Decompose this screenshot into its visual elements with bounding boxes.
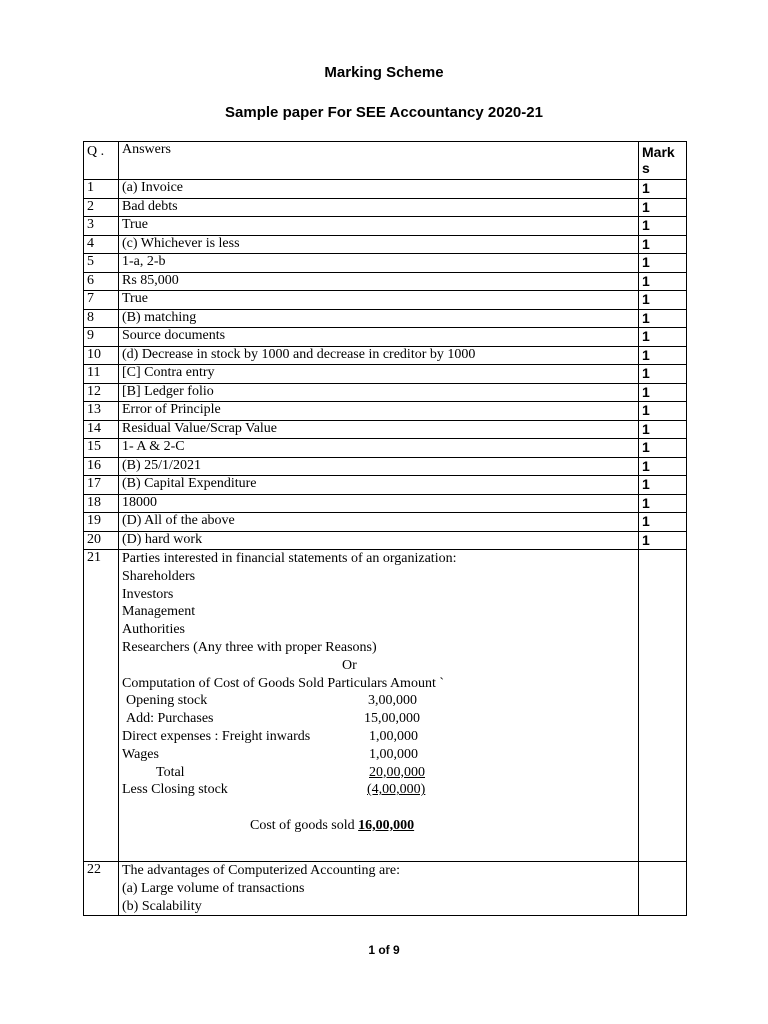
answer-cell: 1-a, 2-b xyxy=(119,254,639,273)
table-row xyxy=(84,328,687,347)
table-row xyxy=(84,439,687,458)
computation-line xyxy=(122,710,638,728)
answer-22 xyxy=(119,862,639,916)
table-row xyxy=(84,309,687,328)
question-number: 18 xyxy=(84,494,119,513)
question-number: 12 xyxy=(84,383,119,402)
line-amount: 20,00,000 xyxy=(369,764,425,780)
computation-heading: Computation of Cost of Goods Sold Particulars Amount ` xyxy=(122,675,444,691)
or-label: Or xyxy=(342,657,357,673)
answer-21 xyxy=(119,550,639,862)
table-header-row xyxy=(84,142,687,180)
table-row-21 xyxy=(84,550,687,862)
table-row xyxy=(84,365,687,384)
computation-line xyxy=(122,781,638,799)
table-row xyxy=(84,476,687,495)
answer-cell: (a) Invoice xyxy=(119,180,639,199)
question-number: 21 xyxy=(84,550,119,862)
line-amount: 3,00,000 xyxy=(368,693,417,709)
mark-cell: 1 xyxy=(639,198,687,217)
mark-cell: 1 xyxy=(639,365,687,384)
mark-cell: 1 xyxy=(639,383,687,402)
answer-cell: (D) All of the above xyxy=(119,513,639,532)
answer-cell: Source documents xyxy=(119,328,639,347)
answer-cell: True xyxy=(119,217,639,236)
question-number: 14 xyxy=(84,420,119,439)
line-amount: 15,00,000 xyxy=(364,711,420,727)
answer-intro: The advantages of Computerized Accounting are: xyxy=(122,863,400,878)
table-row xyxy=(84,291,687,310)
mark-cell: 1 xyxy=(639,402,687,421)
header-marks-label: Mark s xyxy=(642,144,675,176)
header-marks xyxy=(639,142,687,180)
table-row xyxy=(84,235,687,254)
table-row xyxy=(84,513,687,532)
line-label: Total xyxy=(156,764,185,780)
mark-cell: 1 xyxy=(639,291,687,310)
line-label: Direct expenses : Freight inwards xyxy=(122,728,311,744)
mark-cell: 1 xyxy=(639,476,687,495)
question-number: 6 xyxy=(84,272,119,291)
answer-cell: Bad debts xyxy=(119,198,639,217)
question-number: 10 xyxy=(84,346,119,365)
answer-cell: (B) Capital Expenditure xyxy=(119,476,639,495)
marking-scheme-table xyxy=(83,141,687,916)
party-item: Researchers (Any three with proper Reasons) xyxy=(122,639,377,655)
mark-cell: 1 xyxy=(639,420,687,439)
answer-cell: (d) Decrease in stock by 1000 and decrease in creditor by 1000 xyxy=(119,346,639,365)
answer-cell: Error of Principle xyxy=(119,402,639,421)
party-item: Investors xyxy=(122,586,174,602)
line-amount: 1,00,000 xyxy=(369,728,418,744)
table-row xyxy=(84,531,687,550)
question-number: 11 xyxy=(84,365,119,384)
mark-cell: 1 xyxy=(639,531,687,550)
advantage-item: (b) Scalability xyxy=(122,898,202,914)
question-number: 1 xyxy=(84,180,119,199)
mark-cell: 1 xyxy=(639,457,687,476)
table-row xyxy=(84,383,687,402)
table-row xyxy=(84,346,687,365)
answer-cell: Rs 85,000 xyxy=(119,272,639,291)
header-question: Q . xyxy=(84,142,119,180)
table-row xyxy=(84,254,687,273)
party-item: Authorities xyxy=(122,622,185,638)
mark-cell: 1 xyxy=(639,309,687,328)
table-row xyxy=(84,494,687,513)
line-label: Add: Purchases xyxy=(126,711,214,727)
table-row xyxy=(84,457,687,476)
line-label: Wages xyxy=(122,746,159,762)
answer-cell: Residual Value/Scrap Value xyxy=(119,420,639,439)
mark-cell: 1 xyxy=(639,346,687,365)
mark-cell: 1 xyxy=(639,439,687,458)
table-row xyxy=(84,402,687,421)
page-number: 1 of 9 xyxy=(368,943,400,957)
line-amount: 1,00,000 xyxy=(369,746,418,762)
mark-cell: 1 xyxy=(639,217,687,236)
computation-line xyxy=(122,728,638,746)
cogs-label: Cost of goods sold xyxy=(250,817,355,833)
question-number: 13 xyxy=(84,402,119,421)
party-item: Shareholders xyxy=(122,568,196,584)
document-subtitle: Sample paper For SEE Accountancy 2020-21 xyxy=(225,104,543,121)
answer-intro: Parties interested in financial statements of an organization: xyxy=(122,551,457,566)
mark-cell xyxy=(639,550,687,862)
answer-cell: (B) 25/1/2021 xyxy=(119,457,639,476)
question-number: 15 xyxy=(84,439,119,458)
mark-cell xyxy=(639,862,687,916)
answer-cell: 1- A & 2-C xyxy=(119,439,639,458)
advantage-item: (a) Large volume of transactions xyxy=(122,880,305,896)
question-number: 8 xyxy=(84,309,119,328)
mark-cell: 1 xyxy=(639,254,687,273)
answer-cell: (B) matching xyxy=(119,309,639,328)
table-row xyxy=(84,198,687,217)
party-item: Management xyxy=(122,604,196,620)
question-number: 9 xyxy=(84,328,119,347)
answer-cell: (c) Whichever is less xyxy=(119,235,639,254)
header-answers: Answers xyxy=(119,142,639,180)
question-number: 4 xyxy=(84,235,119,254)
document-title: Marking Scheme xyxy=(324,64,444,81)
question-number: 16 xyxy=(84,457,119,476)
computation-line xyxy=(122,692,638,710)
question-number: 5 xyxy=(84,254,119,273)
mark-cell: 1 xyxy=(639,513,687,532)
table-row xyxy=(84,420,687,439)
table-row xyxy=(84,217,687,236)
mark-cell: 1 xyxy=(639,328,687,347)
table-row-22 xyxy=(84,862,687,916)
question-number: 19 xyxy=(84,513,119,532)
mark-cell: 1 xyxy=(639,272,687,291)
table-row xyxy=(84,272,687,291)
question-number: 22 xyxy=(84,862,119,916)
answer-cell: [C] Contra entry xyxy=(119,365,639,384)
cogs-line xyxy=(122,817,638,835)
answer-cell: [B] Ledger folio xyxy=(119,383,639,402)
question-number: 17 xyxy=(84,476,119,495)
computation-line xyxy=(122,764,638,782)
answer-cell: True xyxy=(119,291,639,310)
answer-cell: 18000 xyxy=(119,494,639,513)
question-number: 20 xyxy=(84,531,119,550)
table-row xyxy=(84,180,687,199)
question-number: 2 xyxy=(84,198,119,217)
line-amount: (4,00,000) xyxy=(367,782,426,798)
line-label: Opening stock xyxy=(126,693,208,709)
mark-cell: 1 xyxy=(639,494,687,513)
question-number: 3 xyxy=(84,217,119,236)
computation-line xyxy=(122,746,638,764)
cogs-value: 16,00,000 xyxy=(358,817,415,833)
mark-cell: 1 xyxy=(639,180,687,199)
answer-cell: (D) hard work xyxy=(119,531,639,550)
spacer xyxy=(122,799,638,817)
question-number: 7 xyxy=(84,291,119,310)
mark-cell: 1 xyxy=(639,235,687,254)
line-label: Less Closing stock xyxy=(122,782,228,798)
